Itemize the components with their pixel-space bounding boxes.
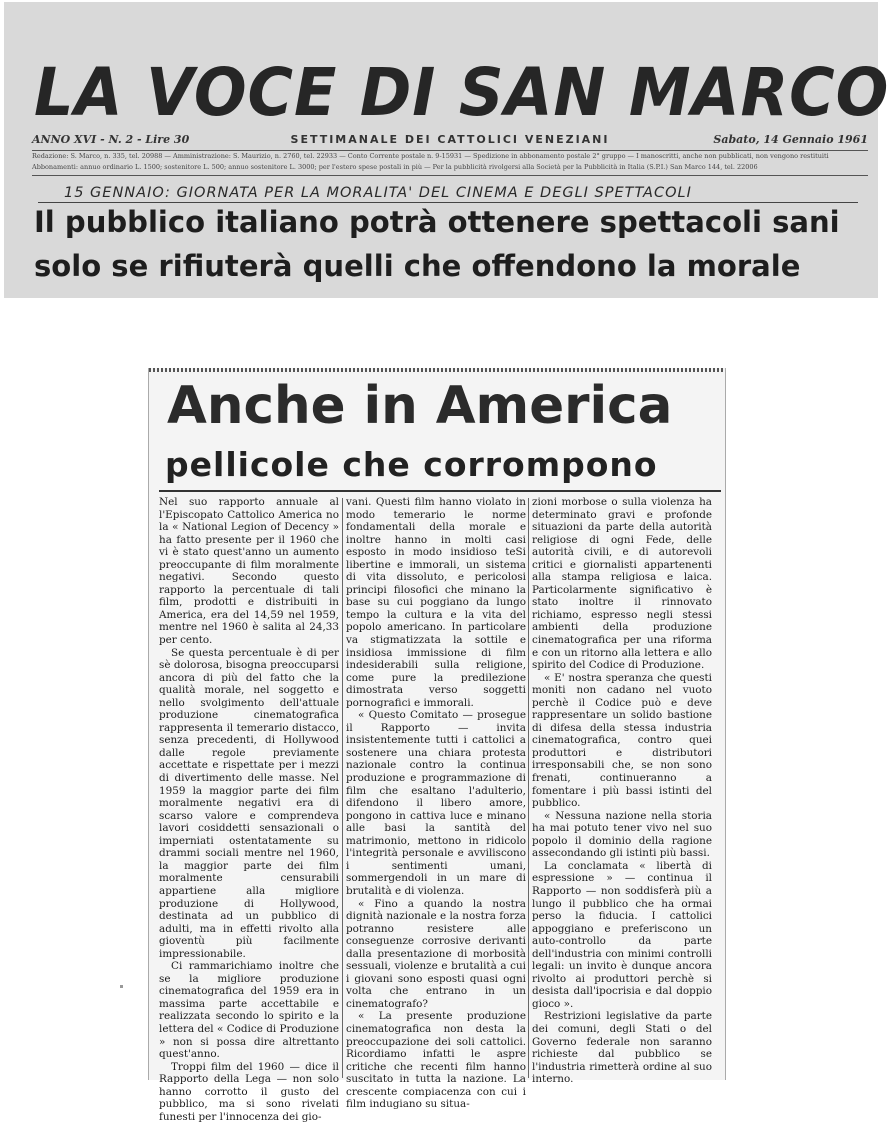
masthead-contact-line: Redazione: S. Marco, n. 335, tel. 20988 — Amministrazione: S. Maurizio, n. 2760, tel. 22933 — Conto Corrente postale n. 9-15931 — Spedizione in abbonamento postale 2° gruppo — I manoscritti, anche non pubblicati, non vengono restituiti	[32, 152, 829, 160]
column-separator	[342, 498, 343, 1078]
paragraph: Troppi film del 1960 — dice il Rapporto della Lega — non solo hanno corrotto il gusto del pubblico, ma si sono rivelati funesti per l'innocenza dei gio-	[159, 1060, 339, 1123]
paragraph: « Fino a quando la nostra dignità nazionale e la nostra forza potranno resistere alle conseguenze corrosive derivanti dalla presentazione di morbosità sessuali, violenze e brutalità a cui i giovani sono esposti quasi ogni volta che entrano in un cinematografo?	[346, 897, 526, 1010]
paragraph: « E' nostra speranza che questi moniti non cadano nel vuoto perchè il Codice può e deve rappresentare un solido bastione di difesa della stessa industria cinematografica, contro quei produttori e distributori irresponsabili che, se non sono frenati, continueranno a fomentare i più bassi istinti del pubblico.	[532, 671, 712, 810]
issue-number: ANNO XVI - N. 2 - Lire 30	[32, 133, 190, 146]
paragraph: « La presente produzione cinematografica non desta la preoccupazione dei soli cattolici. Ricordiamo infatti le aspre critiche che recenti film hanno suscitato in tutta la nazione. La crescente compiacenza con cui i film indugiano su situa-	[346, 1010, 526, 1111]
paragraph: zioni morbose o sulla violenza ha determinato gravi e profonde situazioni da parte della autorità religiose di ogni Fede, delle autorità civili, e di autorevoli critici e giornalisti appartenenti alla stampa religiosa e laica. Particolarmente significativo è stato inoltre il rinnovato richiamo, espresso negli stessi ambienti della produzione cinematografica per una riforma e con un ritorno alla lettera e allo spirito del Codice di Produzione.	[532, 496, 712, 672]
article-column-1	[159, 496, 339, 1123]
paragraph: Se questa percentuale è di per sè dolorosa, bisogna preoccuparsi ancora di più del fatto che la qualità morale, nel soggetto e nello svolgimento dell'attuale produzione cinematografica rappresenta il temerario distacco, senza precedenti, di Hollywood dalle regole previamente accettate e rispettate per i mezzi di divertimento delle masse. Nel 1959 la maggior parte dei film moralmente negativi era di scarso valore e comprendeva lavori cosiddetti sensazionali o imperniati ostentatamente su drammi sociali mentre nel 1960, la maggior parte dei film moralmente censurabili appartiene alla migliore produzione di Hollywood, destinata ad un pubblico di adulti, ma in effetti rivolto alla gioventù più facilmente impressionabile.	[159, 646, 339, 960]
scan-speck	[120, 985, 123, 988]
article-column-2	[346, 496, 526, 1111]
article-subtitle: pellicole che corrompono	[165, 445, 658, 484]
article-top-border	[149, 368, 725, 372]
paragraph: Restrizioni legislative da parte dei comuni, degli Stati o del Governo federale non saranno richieste dal pubblico se l'industria rimetterà ordine al suo interno.	[532, 1010, 712, 1086]
article-title: Anche in America	[167, 376, 673, 436]
masthead-rule	[32, 175, 868, 176]
paragraph: « Questo Comitato — prosegue il Rapporto — invita insistentemente tutti i cattolici a sostenere una chiara protesta nazionale contro la continua produzione e programmazione di film che esaltano l'adulterio, difendono il libero amore, pongono in cattiva luce e minano alle basi la santità del matrimonio, mettono in ridicolo l'integrità personale e avviliscono i sentimenti umani, sommergendoli in un mare di brutalità e di violenza.	[346, 709, 526, 897]
masthead-info-row	[32, 133, 868, 149]
headline-line-1: Il pubblico italiano potrà ottenere spettacoli sani	[34, 205, 840, 239]
headline-line-2: solo se rifiuterà quelli che offendono la morale	[34, 249, 801, 283]
paragraph: La conclamata « libertà di espressione » — continua il Rapporto — non soddisferà più a lungo il pubblico che ha ormai perso la fiducia. I cattolici appoggiano e preferiscono un auto-controllo da parte dell'industria con minimi controlli legali: un invito è dunque ancora rivolto ai produttori perchè si desista dall'ipocrisia e dal doppio gioco ».	[532, 859, 712, 1010]
event-banner: 15 GENNAIO: GIORNATA PER LA MORALITA' DEL CINEMA E DEGLI SPETTACOLI	[64, 185, 692, 201]
article-column-3	[532, 496, 712, 1086]
masthead-subscription-line: Abbonamenti: annuo ordinario L. 1500; sostenitore L. 500; annuo sostenitore L. 3000; per l'estero spese postali in più — Per la pubblicità rivolgersi alla Società per la Pubblicità in Italia (S.P.I.) San Marco 144, tel. 22006	[32, 163, 758, 171]
banner-underline	[38, 202, 858, 203]
newspaper-subtitle: SETTIMANALE DEI CATTOLICI VENEZIANI	[290, 133, 610, 146]
article-title-rule	[159, 490, 721, 492]
issue-date: Sabato, 14 Gennaio 1961	[713, 133, 868, 146]
column-separator	[528, 498, 529, 1078]
paragraph: « Nessuna nazione nella storia ha mai potuto tener vivo nel suo popolo il dominio della ragione assecondando gli istinti più bassi.	[532, 809, 712, 860]
paragraph: Ci rammarichiamo inoltre che se la migliore produzione cinematografica del 1959 era in massima parte accettabile e realizzata secondo lo spirito e la lettera del « Codice di Produzione » non si possa dire altrettanto quest'anno.	[159, 960, 339, 1061]
paragraph: vani. Questi film hanno violato in modo temerario le norme fondamentali della morale e inoltre hanno in molti casi esposto in modo insidioso teSi libertine e immorali, un sistema di vita dissoluto, e pericolosi principi filosofici che minano la base su cui poggiano da lungo tempo la cultura e la vita del popolo americano. In particolare va stigmatizzata la sottile e insidiosa immissione di film indesiderabili sulla religione, come pure la predilezione dimostrata verso soggetti pornografici e immorali.	[346, 496, 526, 709]
article-clipping	[148, 368, 726, 1123]
masthead-clipping	[4, 2, 889, 298]
paragraph: Nel suo rapporto annuale al l'Episcopato Cattolico America no la « National Legion of Decency » ha fatto presente per il 1960 che vi è stato quest'anno un aumento preoccupante di film moralmente negativi. Secondo questo rapporto la percentuale di tali film, prodotti e distribuiti in America, era del 14,59 nel 1959, mentre nel 1960 è salita al 24,33 per cento.	[159, 496, 339, 647]
newspaper-title: LA VOCE DI SAN MARCO	[34, 54, 889, 131]
